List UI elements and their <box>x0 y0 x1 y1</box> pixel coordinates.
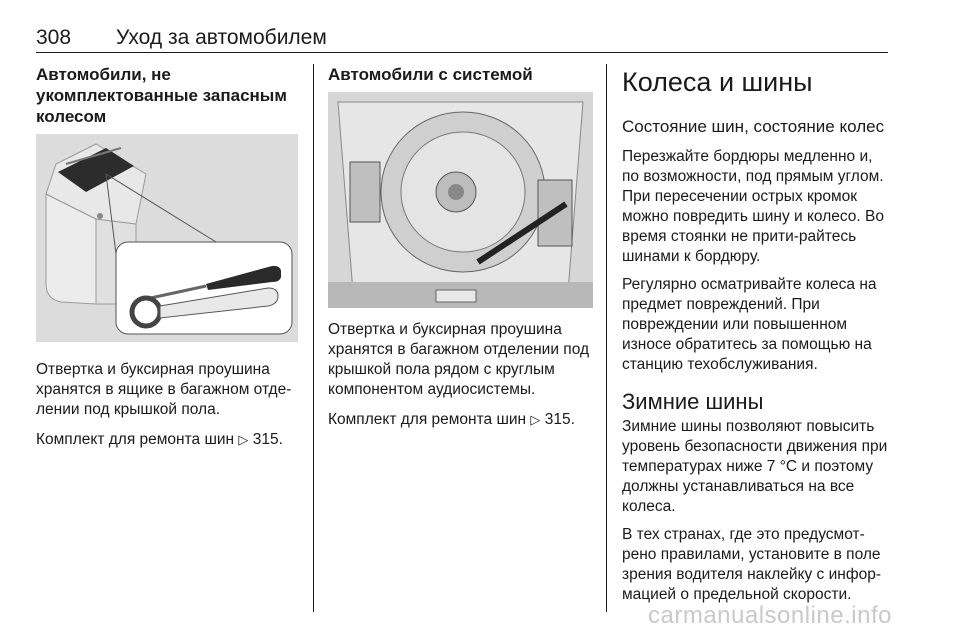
column-divider <box>313 64 314 612</box>
paragraph-reference <box>328 410 593 430</box>
reference-text: Комплект для ремонта шин <box>36 431 235 448</box>
reference-page[interactable]: 315. <box>544 411 575 428</box>
paragraph: Регулярно осматривайте колеса на предмет повреждений. При повреждении или повышенном износе обратитесь за помощью на станцию техобслуживания. <box>622 276 877 373</box>
column-right <box>622 66 890 605</box>
page-reference-icon: ▷ <box>530 412 541 427</box>
section-heading: Состояние шин, состояние колес <box>622 117 885 136</box>
header-rule <box>36 52 888 53</box>
paragraph: В тех странах, где это предусмот-рено правилами, установите в поле зрения водителя наклейку с инфор-мацией о предельной скорости. <box>622 526 881 603</box>
section-heading: Автомобили, не укомплектованные запасным колесом <box>36 65 287 126</box>
chapter-heading: Колеса и шины <box>622 67 813 97</box>
paragraph-reference <box>36 430 298 450</box>
reference-text: Комплект для ремонта шин <box>328 411 527 428</box>
page-number: 308 <box>36 26 72 49</box>
column-divider <box>606 64 607 612</box>
column-left <box>36 64 298 127</box>
section-heading: Автомобили с системой <box>328 65 533 84</box>
column-middle-text <box>328 320 593 430</box>
running-title: Уход за автомобилем <box>116 26 327 49</box>
paragraph: Зимние шины позволяют повысить уровень безопасности движения при температурах ниже 7 °C и поэтому должны устанавливаться на все колеса. <box>622 418 888 515</box>
reference-page[interactable]: 315. <box>252 431 283 448</box>
column-left-text <box>36 360 298 450</box>
toolbox-illustration <box>36 134 298 342</box>
trunk-illustration <box>328 92 593 308</box>
watermark: carmanualsonline.info <box>648 602 892 629</box>
section-heading: Зимние шины <box>622 389 764 414</box>
paragraph: Перезжайте бордюры медленно и, по возможности, под прямым углом. При пересечении острых кромок можно повредить шину и колесо. Во время стоянки не прити-райтесь шинами к бордюру. <box>622 148 884 265</box>
page-reference-icon: ▷ <box>238 432 249 447</box>
paragraph: Отвертка и буксирная проушина хранятся в ящике в багажном отде-лении под крышкой пола. <box>36 361 292 418</box>
paragraph: Отвертка и буксирная проушина хранятся в багажном отделении под крышкой пола рядом с круглым компонентом аудиосистемы. <box>328 321 590 398</box>
